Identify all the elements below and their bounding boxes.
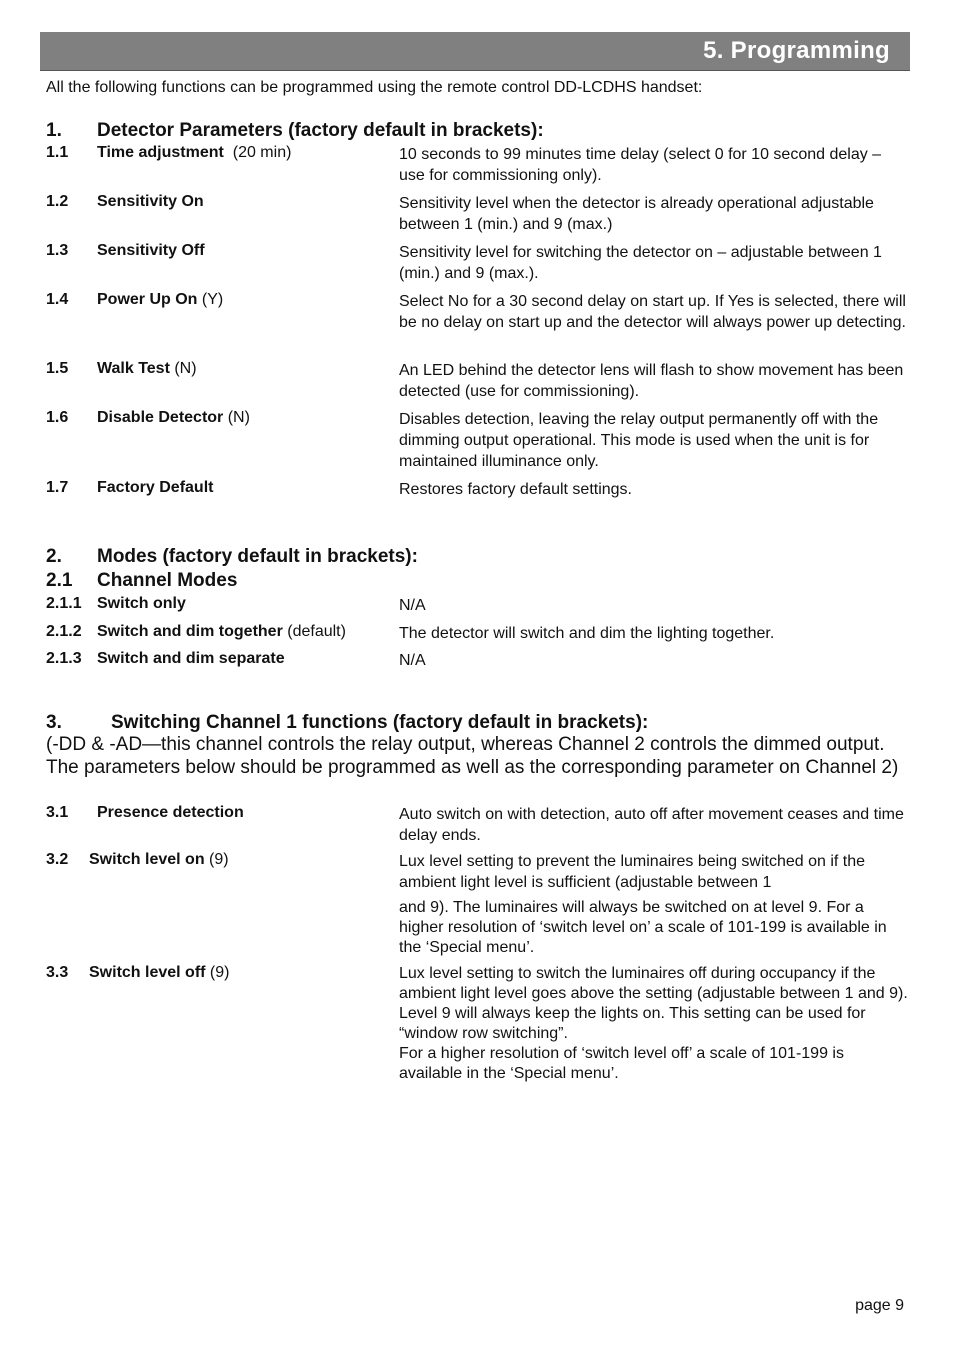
row-number: 2.1.3 <box>46 650 82 667</box>
row-default: (N) <box>169 360 197 377</box>
row-description: Sensitivity level for switching the detector on – adjustable between 1 (min.) and 9 (max.). <box>399 244 882 282</box>
row-default: (20 min) <box>223 144 292 161</box>
row-label <box>97 291 223 309</box>
row-default: (N) <box>223 409 250 426</box>
row-description-part-2: and 9). The luminaires will always be switched on at level 9. For a higher resolution of ‘switch level on’ a scale of 101-199 is available in the ‘Special menu’. <box>399 899 887 956</box>
row-number: 3.3 <box>46 964 69 981</box>
row-number: 3.2 <box>46 851 69 868</box>
row-description: An LED behind the detector lens will flash to show movement has been detected (use for commissioning). <box>399 362 904 400</box>
section-heading-text: Switching Channel 1 functions (factory default in brackets): <box>111 712 649 733</box>
row-label-bold: Presence detection <box>97 804 244 821</box>
row-description: N/A <box>399 597 426 614</box>
row-description: N/A <box>399 652 426 669</box>
page-number: page 9 <box>855 1297 904 1314</box>
row-label-bold: Disable Detector <box>97 409 224 426</box>
row-number: 3.1 <box>46 804 69 821</box>
row-label <box>97 242 205 260</box>
row-label-bold: Switch and dim together <box>97 623 283 640</box>
row-label <box>97 409 250 427</box>
row-label-bold: Time adjustment <box>97 144 224 161</box>
row-label <box>89 851 229 869</box>
row-label <box>97 479 213 497</box>
row-default: (9) <box>204 851 229 868</box>
subsection-heading-text: Channel Modes <box>97 570 238 591</box>
row-description: Disables detection, leaving the relay output permanently off with the dimming output operational. This mode is used when the unit is for maintained illuminance only. <box>399 411 879 470</box>
row-description: Sensitivity level when the detector is already operational adjustable between 1 (min.) and 9 (max.) <box>399 195 874 233</box>
row-number: 1.6 <box>46 409 69 426</box>
intro-text: All the following functions can be programmed using the remote control DD-LCDHS handset: <box>46 79 703 96</box>
row-number: 1.4 <box>46 291 69 308</box>
row-number: 2.1.2 <box>46 623 82 640</box>
row-label <box>97 193 204 211</box>
row-description: Auto switch on with detection, auto off after movement ceases and time delay ends. <box>399 806 904 844</box>
row-number: 1.7 <box>46 479 69 496</box>
row-description: The detector will switch and dim the lighting together. <box>399 625 775 642</box>
subsection-number: 2.1 <box>46 570 73 591</box>
row-label <box>97 595 186 613</box>
row-label-bold: Walk Test <box>97 360 170 377</box>
section-number: 1. <box>46 120 62 141</box>
row-label-bold: Sensitivity On <box>97 193 204 210</box>
section-heading-text: Modes (factory default in brackets): <box>97 546 418 567</box>
row-label-bold: Switch and dim separate <box>97 650 285 667</box>
row-label-bold: Switch only <box>97 595 186 612</box>
row-description-part-1: Lux level setting to prevent the luminaires being switched on if the ambient light level is sufficient (adjustable between 1 <box>399 853 866 891</box>
section-number: 2. <box>46 546 62 567</box>
row-default: (9) <box>205 964 230 981</box>
row-description <box>399 964 909 1084</box>
row-number: 2.1.1 <box>46 595 82 612</box>
row-label-bold: Switch level off <box>89 964 206 981</box>
row-label <box>97 804 244 822</box>
row-label <box>97 623 346 641</box>
row-label-bold: Switch level on <box>89 851 205 868</box>
row-default: (Y) <box>197 291 224 308</box>
row-label <box>97 650 285 668</box>
row-number: 1.2 <box>46 193 69 210</box>
row-description: Restores factory default settings. <box>399 481 632 498</box>
row-default: (default) <box>282 623 346 640</box>
section-number: 3. <box>46 712 62 733</box>
row-label-bold: Power Up On <box>97 291 198 308</box>
row-label <box>89 964 229 982</box>
row-description-part-2: For a higher resolution of ‘switch level off’ a scale of 101-199 is available in the ‘Special menu’. <box>399 1045 844 1082</box>
section-heading-text: Detector Parameters (factory default in brackets): <box>97 120 544 141</box>
section-title: 5. Programming <box>703 37 890 64</box>
row-label <box>97 360 197 378</box>
row-description <box>399 851 909 958</box>
section-3-paragraph: (-DD & -AD—this channel controls the relay output, whereas Channel 2 controls the dimmed output. The parameters below should be programmed as well as the corresponding parameter on Channel 2) <box>46 734 899 778</box>
row-number: 1.3 <box>46 242 69 259</box>
section-header-bar <box>40 32 910 71</box>
row-label-bold: Sensitivity Off <box>97 242 205 259</box>
row-description-part-1: Lux level setting to switch the luminaires off during occupancy if the ambient light level goes above the setting (adjustable between 1 and 9). Level 9 will always keep the lights on. This setting can be used for “window row switching”. <box>399 965 908 1042</box>
row-number: 1.1 <box>46 144 69 161</box>
row-label <box>97 144 291 162</box>
row-description: Select No for a 30 second delay on start up. If Yes is selected, there will be no delay on start up and the detector will always power up detecting. <box>399 293 906 331</box>
row-label-bold: Factory Default <box>97 479 214 496</box>
row-description: 10 seconds to 99 minutes time delay (select 0 for 10 second delay – use for commissioning only). <box>399 146 882 184</box>
row-number: 1.5 <box>46 360 69 377</box>
